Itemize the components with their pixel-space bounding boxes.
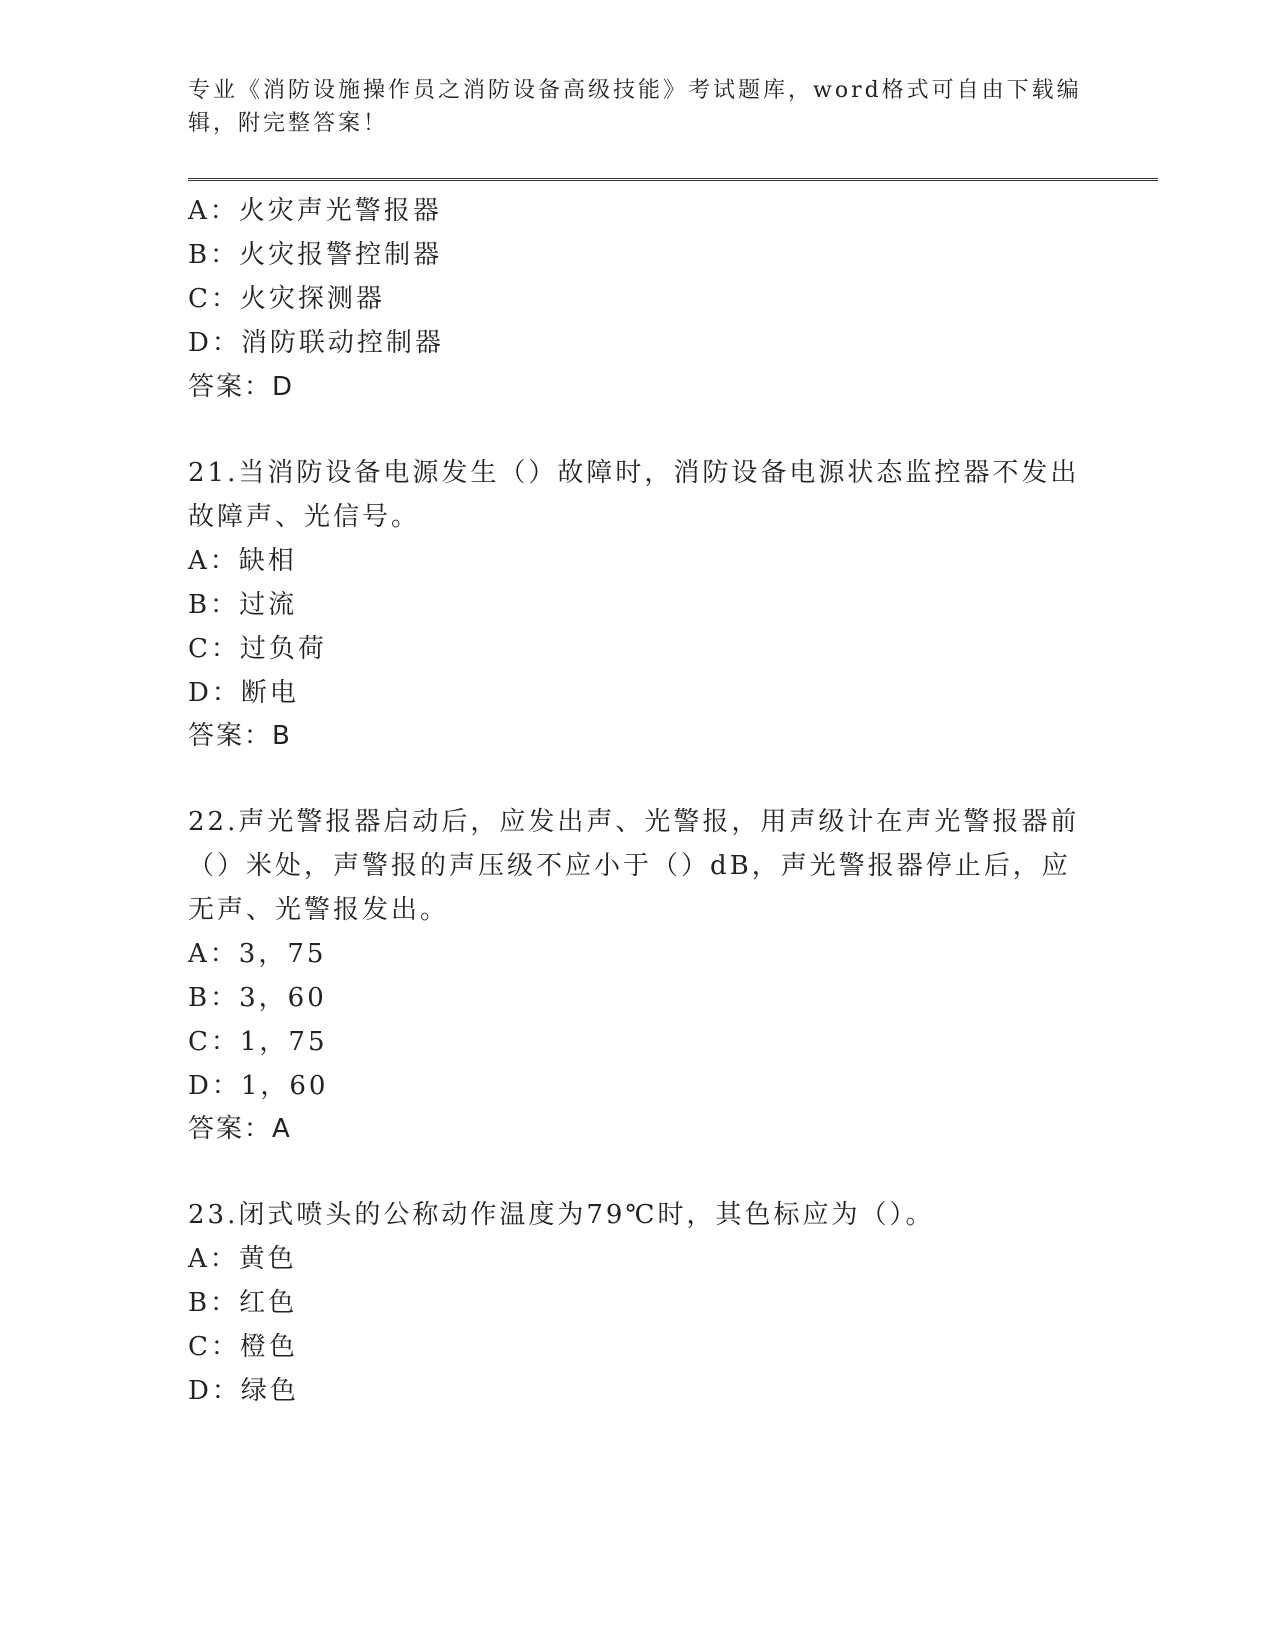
q20-option-d: D：消防联动控制器 — [188, 328, 444, 358]
q20-option-c: C：火灾探测器 — [188, 284, 385, 314]
q23-option-d: D：绿色 — [188, 1376, 299, 1406]
q21-answer: 答案：B — [188, 721, 292, 751]
q22-question-line-1: 22.声光警报器启动后，应发出声、光警报，用声级计在声光警报器前 — [188, 807, 1080, 837]
q20-answer: 答案：D — [188, 372, 295, 402]
q22-option-c: C：1，75 — [188, 1027, 328, 1057]
q21-option-a: A：缺相 — [188, 546, 297, 576]
q22-option-d: D：1，60 — [188, 1071, 329, 1101]
q22-question-line-3: 无声、光警报发出。 — [188, 895, 450, 925]
q20-option-a: A：火灾声光警报器 — [188, 196, 442, 226]
q22-question-line-2: （）米处，声警报的声压级不应小于（）dB，声光警报器停止后，应 — [188, 851, 1071, 881]
q23-option-c: C：橙色 — [188, 1332, 298, 1362]
q21-option-b: B：过流 — [188, 590, 298, 620]
q21-option-d: D：断电 — [188, 678, 299, 708]
q21-question-line-2: 故障声、光信号。 — [188, 502, 421, 532]
q21-question-line-1: 21.当消防设备电源发生（）故障时，消防设备电源状态监控器不发出 — [188, 458, 1080, 488]
q22-option-a: A：3，75 — [188, 939, 327, 969]
q23-option-b: B：红色 — [188, 1288, 298, 1318]
q22-answer: 答案：A — [188, 1114, 292, 1144]
q22-option-b: B：3，60 — [188, 983, 327, 1013]
q23-question-line-1: 23.闭式喷头的公称动作温度为79℃时，其色标应为（）。 — [188, 1200, 935, 1230]
q23-option-a: A：黄色 — [188, 1244, 297, 1274]
q20-option-b: B：火灾报警控制器 — [188, 240, 443, 270]
document-header: 专业《消防设施操作员之消防设备高级技能》考试题库，word格式可自由下载编辑，附完整答案！ — [188, 78, 1082, 136]
q21-option-c: C：过负荷 — [188, 634, 327, 664]
header-divider — [188, 178, 1158, 181]
